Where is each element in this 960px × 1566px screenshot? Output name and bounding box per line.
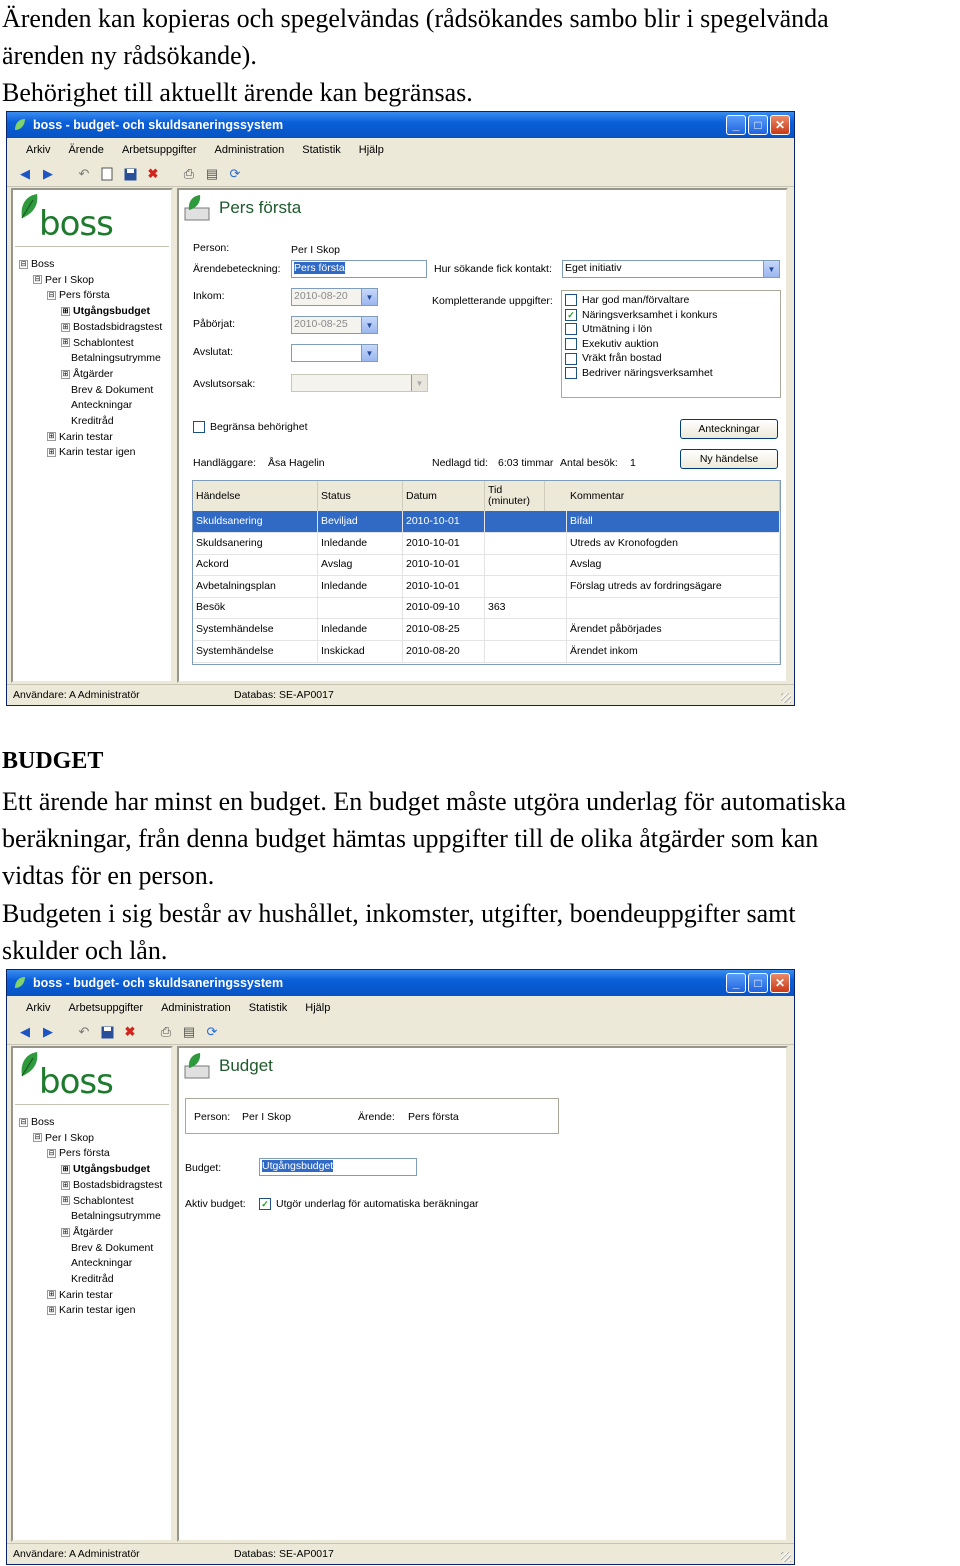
menu-arkiv[interactable]: Arkiv: [26, 1002, 51, 1014]
paborjat-label: Påbörjat:: [193, 318, 236, 330]
table-cell: Inskickad: [318, 641, 403, 662]
tree-item-label: Schablontest: [73, 336, 134, 349]
person-value: Per I Skop: [242, 1111, 292, 1123]
tree-leaf-spacer: [61, 1260, 68, 1267]
undo-icon[interactable]: ↶: [78, 1024, 90, 1039]
kompletterande-list: [561, 290, 781, 398]
tree-item-label: Per I Skop: [45, 1131, 95, 1144]
menu-administration[interactable]: Administration: [214, 144, 285, 156]
boss-app-icon: [13, 118, 27, 132]
table-cell: Bifall: [567, 511, 780, 532]
tree-item[interactable]: [19, 1116, 54, 1128]
tree-item-label: Karin testar igen: [59, 1304, 136, 1317]
tree-item[interactable]: [47, 1147, 110, 1159]
chevron-down-icon[interactable]: ▼: [361, 289, 377, 305]
delete-icon[interactable]: ✖: [124, 1024, 136, 1039]
tree-item[interactable]: [47, 289, 110, 301]
back-arrow-icon[interactable]: ◀: [20, 1024, 30, 1039]
maximize-button[interactable]: □: [748, 973, 768, 993]
antal-label: Antal besök:: [560, 457, 618, 469]
arende-label: Ärende:: [358, 1111, 395, 1123]
tree-item-label: Karin testar: [59, 430, 113, 443]
case-panel: [177, 188, 788, 683]
inkom-label: Inkom:: [193, 290, 225, 302]
expand-toggle-icon[interactable]: ⊟: [34, 1134, 41, 1142]
arendebeteckning-input[interactable]: Pers första: [291, 260, 427, 278]
menu-statistik[interactable]: Statistik: [248, 1002, 288, 1014]
window-body: [9, 1046, 792, 1542]
forward-arrow-icon[interactable]: ▶: [43, 1024, 53, 1039]
paborjat-date[interactable]: 2010-08-25 ▼: [291, 316, 378, 334]
tree-item-label: Åtgärder: [73, 1225, 114, 1238]
table-cell: 2010-10-01: [403, 511, 485, 532]
tree-item-label: Boss: [31, 258, 55, 270]
budget-label: Budget:: [185, 1162, 222, 1174]
body-line-4: Budgeten i sig består av hushållet, inkomster, utgifter, boendeuppgifter samt: [2, 899, 796, 928]
table-cell: Besök: [193, 597, 318, 618]
maximize-button[interactable]: □: [748, 115, 768, 135]
delete-icon[interactable]: ✖: [147, 166, 159, 181]
tree-item[interactable]: [61, 1273, 114, 1285]
toolbar: [7, 1020, 794, 1045]
expand-toggle-icon[interactable]: ⊞: [48, 1307, 55, 1315]
table-cell: Ackord: [193, 554, 318, 575]
window-title: boss - budget- och skuldsaneringssystem: [33, 118, 284, 132]
page-title: Pers första: [219, 198, 302, 217]
expand-toggle-icon[interactable]: ⊞: [48, 433, 55, 441]
table-row[interactable]: [193, 619, 780, 641]
refresh-icon[interactable]: ⟳: [229, 166, 241, 181]
table-cell: Avslag: [318, 554, 403, 575]
minimize-button[interactable]: _: [726, 973, 746, 993]
anteckningar-button[interactable]: Anteckningar: [680, 419, 778, 439]
aktiv-budget-checkbox[interactable]: ✓ Utgör underlag för automatiska beräkningar: [259, 1198, 479, 1210]
tree-leaf-spacer: [61, 386, 68, 393]
window-titlebar: [7, 112, 794, 138]
tree-item-label: Kreditråd: [71, 415, 114, 427]
table-cell: [485, 619, 567, 640]
close-button[interactable]: ✕: [770, 115, 790, 135]
tree-item-label: Anteckningar: [71, 399, 133, 412]
expand-toggle-icon[interactable]: ⊟: [20, 260, 27, 268]
avslutsorsak-select[interactable]: [291, 374, 428, 392]
expand-toggle-icon[interactable]: ⊟: [48, 292, 55, 300]
column-header: Tid (minuter): [485, 481, 545, 511]
kompletterande-checkbox[interactable]: ✓ Näringsverksamhet i konkurs: [565, 309, 717, 321]
tree-item[interactable]: [61, 415, 114, 427]
window-titlebar: [7, 970, 794, 996]
table-cell: 2010-08-25: [403, 619, 485, 640]
tree-item[interactable]: [61, 1179, 162, 1191]
tree-item-label: Brev & Dokument: [71, 1241, 154, 1254]
tree-item[interactable]: [61, 1163, 150, 1175]
intro-line-3: Behörighet till aktuellt ärende kan begränsas.: [2, 78, 473, 107]
tree-item[interactable]: [61, 1257, 132, 1269]
table-cell: [485, 533, 567, 554]
kompletterande-checkbox[interactable]: Har god man/förvaltare: [565, 294, 689, 306]
begransa-checkbox[interactable]: Begränsa behörighet: [193, 421, 308, 433]
table-cell: Skuldsanering: [193, 511, 318, 532]
page-title: Budget: [219, 1056, 273, 1075]
menu-administration[interactable]: Administration: [161, 1002, 231, 1014]
tree-leaf-spacer: [61, 1276, 68, 1283]
table-cell: Inledande: [318, 619, 403, 640]
chevron-down-icon[interactable]: ▼: [361, 345, 377, 361]
ny-handelse-button[interactable]: Ny händelse: [680, 449, 778, 469]
tree-item-label: Brev & Dokument: [71, 383, 154, 396]
tree-item-label: Pers första: [59, 289, 110, 302]
case-window: [6, 111, 795, 706]
menu-bar: [7, 138, 794, 162]
table-cell: 2010-10-01: [403, 533, 485, 554]
boss-app-icon: [13, 976, 27, 990]
status-user: Användare: A Administratör: [13, 689, 140, 701]
tree-item-label: Pers första: [59, 1147, 110, 1160]
handlaggare-value: Åsa Hagelin: [268, 457, 325, 469]
case-info-box: [185, 1098, 559, 1134]
table-row[interactable]: [193, 576, 780, 598]
kontakt-select[interactable]: Eget initiativ ▼: [562, 260, 780, 278]
tree-item[interactable]: [61, 368, 113, 380]
expand-toggle-icon[interactable]: ⊞: [62, 339, 69, 347]
resize-grip-icon[interactable]: [781, 693, 791, 703]
table-row[interactable]: [193, 554, 780, 576]
resize-grip-icon[interactable]: [781, 1552, 791, 1562]
expand-toggle-icon[interactable]: ⊟: [20, 1118, 27, 1126]
section-heading: BUDGET: [2, 748, 104, 774]
menu-arkiv[interactable]: Arkiv: [26, 144, 51, 156]
budget-window: [6, 969, 795, 1565]
kompletterande-checkbox[interactable]: Bedriver näringsverksamhet: [565, 367, 713, 379]
intro-line-2: ärenden ny rådsökande).: [2, 41, 257, 70]
intro-line-1: Ärenden kan kopieras och spegelvändas (rådsökandes sambo blir i spegelvända: [2, 4, 829, 33]
table-cell: 2010-10-01: [403, 554, 485, 575]
column-header: Status: [318, 481, 403, 511]
menu-arbetsuppgifter[interactable]: Arbetsuppgifter: [68, 1002, 144, 1014]
refresh-icon[interactable]: ⟳: [206, 1024, 218, 1039]
chevron-down-icon[interactable]: ▼: [411, 375, 427, 391]
tree-item[interactable]: [61, 384, 153, 396]
expand-toggle-icon[interactable]: ⊞: [62, 370, 69, 378]
tree-leaf-spacer: [61, 402, 68, 409]
tree-item[interactable]: [61, 305, 150, 317]
body-line-3: vidtas för en person.: [2, 861, 215, 890]
tree-leaf-spacer: [61, 418, 68, 425]
tree-item-label: Utgångsbudget: [73, 305, 150, 318]
table-cell: Beviljad: [318, 511, 403, 532]
table-cell: [485, 511, 567, 532]
expand-toggle-icon[interactable]: ⊞: [62, 1181, 69, 1189]
print-icon[interactable]: ⎙: [160, 1024, 172, 1039]
table-cell: Förslag utreds av fordringsägare: [567, 576, 780, 597]
tree-item[interactable]: [61, 321, 162, 333]
kompletterande-label: Kompletterande uppgifter:: [432, 295, 553, 307]
table-cell: Inledande: [318, 576, 403, 597]
chevron-down-icon[interactable]: ▼: [361, 317, 377, 333]
table-row[interactable]: [193, 597, 780, 619]
table-cell: [485, 641, 567, 662]
tree-leaf-spacer: [61, 1213, 68, 1220]
tree-item[interactable]: [47, 431, 113, 443]
tree-item[interactable]: [47, 1289, 113, 1301]
table-cell: Ärendet inkom: [567, 641, 780, 662]
avslutat-date[interactable]: [291, 344, 378, 362]
forward-arrow-icon[interactable]: ▶: [43, 166, 53, 181]
panel-header: [183, 1052, 273, 1080]
tree-item[interactable]: [61, 352, 161, 364]
save-icon[interactable]: [99, 1024, 115, 1040]
navigation-tree: [11, 1046, 173, 1542]
kontakt-label: Hur sökande fick kontakt:: [434, 263, 552, 275]
body-line-2: beräkningar, från denna budget hämtas uppgifter till de olika åtgärder som kan: [2, 824, 819, 853]
budget-input[interactable]: Utgångsbudget: [259, 1158, 417, 1176]
table-cell: [485, 554, 567, 575]
tree-item-label: Kreditråd: [71, 1273, 114, 1285]
kompletterande-checkbox[interactable]: Vräkt från bostad: [565, 352, 662, 364]
tree-item-label: Betalningsutrymme: [71, 352, 161, 365]
tree-item[interactable]: [61, 337, 134, 349]
table-header-row: [193, 481, 780, 512]
tree-item-label: Åtgärder: [73, 367, 114, 380]
column-header: Kommentar: [567, 481, 780, 511]
status-database: Databas: SE-AP0017: [234, 689, 334, 701]
expand-toggle-icon[interactable]: ⊞: [48, 449, 55, 457]
arendebeteckning-label: Ärendebeteckning:: [193, 263, 281, 275]
tree-item-label: Anteckningar: [71, 1257, 133, 1270]
expand-toggle-icon[interactable]: ⊞: [62, 1228, 69, 1236]
undo-icon[interactable]: ↶: [78, 166, 90, 181]
menu-arende[interactable]: Ärende: [68, 144, 104, 156]
table-cell: Inledande: [318, 533, 403, 554]
preview-icon[interactable]: ▤: [205, 166, 219, 181]
status-bar: [7, 684, 794, 705]
table-row[interactable]: [193, 641, 780, 663]
expand-toggle-icon[interactable]: ⊞: [62, 307, 69, 315]
tree-item[interactable]: [47, 446, 135, 458]
expand-toggle-icon[interactable]: ⊞: [48, 1291, 55, 1299]
table-cell: [567, 597, 780, 618]
minimize-button[interactable]: _: [726, 115, 746, 135]
arende-value: Pers första: [408, 1111, 459, 1123]
table-cell: Ärendet påbörjades: [567, 619, 780, 640]
leaf-icon: [19, 1050, 41, 1078]
menu-hjalp[interactable]: Hjälp: [358, 144, 384, 156]
back-arrow-icon[interactable]: ◀: [20, 166, 30, 181]
tree-item[interactable]: [33, 274, 94, 286]
expand-toggle-icon[interactable]: ⊞: [62, 323, 69, 331]
table-cell: Skuldsanering: [193, 533, 318, 554]
status-database: Databas: SE-AP0017: [234, 1548, 334, 1560]
tree-item-label: Karin testar igen: [59, 446, 136, 459]
budget-panel: [177, 1046, 788, 1542]
table-cell: 2010-10-01: [403, 576, 485, 597]
tree-item[interactable]: [61, 1226, 113, 1238]
kompletterande-checkbox[interactable]: Utmätning i lön: [565, 323, 652, 335]
tree-item[interactable]: [19, 258, 54, 270]
column-header: Händelse: [193, 481, 318, 511]
table-cell: Avbetalningsplan: [193, 576, 318, 597]
tree-item-label: Karin testar: [59, 1288, 113, 1301]
person-label: Person:: [194, 1111, 231, 1123]
leaf-icon: [19, 192, 41, 220]
avslutsorsak-label: Avslutsorsak:: [193, 378, 256, 390]
logo-text: boss: [39, 204, 113, 244]
folder-leaf-icon: [183, 1052, 213, 1080]
panel-header: [183, 194, 301, 222]
preview-icon[interactable]: ▤: [182, 1024, 196, 1039]
expand-toggle-icon[interactable]: ⊟: [34, 276, 41, 284]
handlaggare-label: Handläggare:: [193, 457, 257, 469]
tree-item-label: Boss: [31, 1116, 55, 1128]
logo-text: boss: [39, 1062, 113, 1102]
expand-toggle-icon[interactable]: ⊞: [62, 1197, 69, 1205]
tree-item[interactable]: [33, 1132, 94, 1144]
tree-item[interactable]: [61, 1195, 134, 1207]
boss-logo: [15, 190, 169, 247]
status-bar: [7, 1543, 794, 1564]
tree-item[interactable]: [61, 1242, 153, 1254]
print-icon[interactable]: ⎙: [183, 166, 195, 181]
folder-leaf-icon: [183, 194, 213, 222]
menu-bar: [7, 996, 794, 1020]
close-button[interactable]: ✕: [770, 973, 790, 993]
menu-statistik[interactable]: Statistik: [302, 144, 341, 156]
table-row[interactable]: [193, 511, 780, 533]
table-cell: Systemhändelse: [193, 619, 318, 640]
tree-leaf-spacer: [61, 355, 68, 362]
menu-hjalp[interactable]: Hjälp: [305, 1002, 331, 1014]
table-cell: Systemhändelse: [193, 641, 318, 662]
chevron-down-icon[interactable]: ▼: [763, 261, 779, 277]
tree-item-label: Utgångsbudget: [73, 1163, 150, 1176]
tree-leaf-spacer: [61, 1244, 68, 1251]
body-line-1: Ett ärende har minst en budget. En budget måste utgöra underlag för automatiska: [2, 787, 847, 816]
person-label: Person:: [193, 242, 230, 254]
boss-logo: [15, 1048, 169, 1105]
tree-item-label: Betalningsutrymme: [71, 1210, 161, 1223]
toolbar: [7, 162, 794, 187]
tree-item-label: Per I Skop: [45, 273, 95, 286]
table-cell: [485, 576, 567, 597]
table-cell: 363: [485, 597, 567, 618]
menu-arbetsuppgifter[interactable]: Arbetsuppgifter: [121, 144, 197, 156]
new-document-icon[interactable]: [99, 166, 115, 182]
table-cell: 2010-09-10: [403, 597, 485, 618]
nedlagd-label: Nedlagd tid:: [432, 457, 489, 469]
antal-value: 1: [630, 457, 636, 469]
events-table: [192, 480, 781, 665]
tree-item[interactable]: [47, 1304, 135, 1316]
nedlagd-value: 6:03 timmar: [498, 457, 554, 469]
table-cell: Avslag: [567, 554, 780, 575]
expand-toggle-icon[interactable]: ⊟: [48, 1150, 55, 1158]
kompletterande-checkbox[interactable]: Exekutiv auktion: [565, 338, 658, 350]
status-user: Användare: A Administratör: [13, 1548, 140, 1560]
tree-item-label: Bostadsbidragstest: [73, 320, 163, 333]
person-value: Per I Skop: [291, 244, 341, 256]
tree-item-label: Bostadsbidragstest: [73, 1178, 163, 1191]
avslutat-label: Avslutat:: [193, 346, 234, 358]
table-cell: Utreds av Kronofogden: [567, 533, 780, 554]
save-icon[interactable]: [122, 166, 138, 182]
inkom-date[interactable]: 2010-08-20 ▼: [291, 288, 378, 306]
window-body: [9, 188, 792, 683]
navigation-tree: [11, 188, 173, 683]
window-title: boss - budget- och skuldsaneringssystem: [33, 976, 284, 990]
table-row[interactable]: [193, 533, 780, 555]
body-line-5: skulder och lån.: [2, 936, 168, 965]
tree-item-label: Schablontest: [73, 1194, 134, 1207]
table-cell: 2010-08-20: [403, 641, 485, 662]
expand-toggle-icon[interactable]: ⊞: [62, 1165, 69, 1173]
column-header: Datum: [403, 481, 485, 511]
table-cell: [318, 597, 403, 618]
tree-item[interactable]: [61, 1210, 161, 1222]
aktiv-budget-label: Aktiv budget:: [185, 1198, 246, 1210]
tree-item[interactable]: [61, 399, 132, 411]
